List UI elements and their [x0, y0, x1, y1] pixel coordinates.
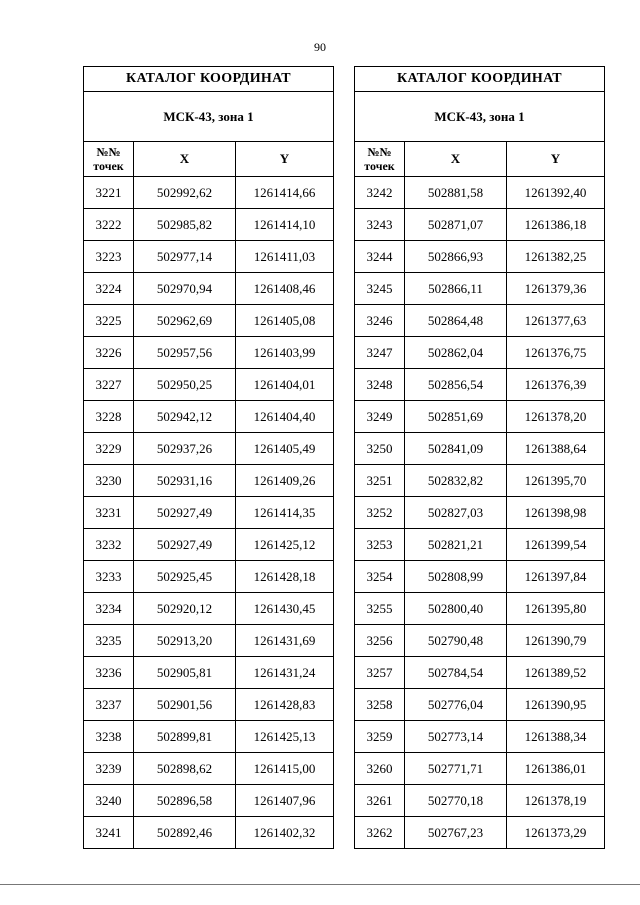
page-number: 90: [314, 40, 326, 54]
point-number-cell: 3249: [355, 401, 405, 433]
y-column-header: Y: [236, 142, 334, 177]
y-coordinate-cell: 1261428,83: [236, 689, 334, 721]
x-coordinate-cell: 502985,82: [134, 209, 236, 241]
coordinate-system-label: МСК-43, зона 1: [84, 92, 334, 142]
point-number-cell: 3233: [84, 561, 134, 593]
point-number-cell: 3254: [355, 561, 405, 593]
point-number-cell: 3258: [355, 689, 405, 721]
point-number-cell: 3225: [84, 305, 134, 337]
point-number-cell: 3256: [355, 625, 405, 657]
y-coordinate-cell: 1261407,96: [236, 785, 334, 817]
x-coordinate-cell: 502942,12: [134, 401, 236, 433]
point-number-header-line1: №№: [96, 145, 121, 159]
table-row: [355, 625, 605, 657]
y-coordinate-cell: 1261390,95: [507, 689, 605, 721]
table-row: [355, 369, 605, 401]
table-row: [84, 817, 334, 849]
table-row: [84, 657, 334, 689]
table-row: [84, 401, 334, 433]
x-coordinate-cell: 502977,14: [134, 241, 236, 273]
table-row: [355, 497, 605, 529]
x-coordinate-cell: 502881,58: [405, 177, 507, 209]
table-row: [84, 721, 334, 753]
y-coordinate-cell: 1261376,75: [507, 337, 605, 369]
y-coordinate-cell: 1261389,52: [507, 657, 605, 689]
y-coordinate-cell: 1261376,39: [507, 369, 605, 401]
table-row: [84, 753, 334, 785]
point-number-cell: 3245: [355, 273, 405, 305]
point-number-cell: 3257: [355, 657, 405, 689]
table-row: [84, 497, 334, 529]
table-row: [84, 689, 334, 721]
y-coordinate-cell: 1261425,13: [236, 721, 334, 753]
y-coordinate-cell: 1261409,26: [236, 465, 334, 497]
y-coordinate-cell: 1261404,01: [236, 369, 334, 401]
x-coordinate-cell: 502862,04: [405, 337, 507, 369]
y-coordinate-cell: 1261414,35: [236, 497, 334, 529]
x-coordinate-cell: 502832,82: [405, 465, 507, 497]
table-row: [355, 305, 605, 337]
point-number-cell: 3236: [84, 657, 134, 689]
table-row: [84, 273, 334, 305]
point-number-cell: 3238: [84, 721, 134, 753]
point-number-cell: 3228: [84, 401, 134, 433]
y-coordinate-cell: 1261373,29: [507, 817, 605, 849]
y-coordinate-cell: 1261414,10: [236, 209, 334, 241]
x-coordinate-cell: 502950,25: [134, 369, 236, 401]
point-number-header-line1: №№: [367, 145, 392, 159]
x-coordinate-cell: 502866,93: [405, 241, 507, 273]
x-coordinate-cell: 502856,54: [405, 369, 507, 401]
point-number-cell: 3239: [84, 753, 134, 785]
x-coordinate-cell: 502931,16: [134, 465, 236, 497]
table-row: [355, 433, 605, 465]
table-row: [84, 369, 334, 401]
x-coordinate-cell: 502851,69: [405, 401, 507, 433]
x-coordinate-cell: 502841,09: [405, 433, 507, 465]
table-row: [84, 785, 334, 817]
x-coordinate-cell: 502790,48: [405, 625, 507, 657]
x-coordinate-cell: 502913,20: [134, 625, 236, 657]
point-number-cell: 3226: [84, 337, 134, 369]
point-number-header-line2: точек: [364, 159, 395, 173]
y-coordinate-cell: 1261399,54: [507, 529, 605, 561]
point-number-header-line2: точек: [93, 159, 124, 173]
x-coordinate-cell: 502896,58: [134, 785, 236, 817]
coordinate-system-label: МСК-43, зона 1: [355, 92, 605, 142]
point-number-cell: 3241: [84, 817, 134, 849]
y-coordinate-cell: 1261411,03: [236, 241, 334, 273]
table-row: [84, 305, 334, 337]
point-number-cell: 3255: [355, 593, 405, 625]
y-coordinate-cell: 1261404,40: [236, 401, 334, 433]
y-coordinate-cell: 1261386,18: [507, 209, 605, 241]
table-row: [355, 561, 605, 593]
x-coordinate-cell: 502962,69: [134, 305, 236, 337]
y-coordinate-cell: 1261379,36: [507, 273, 605, 305]
table-row: [355, 689, 605, 721]
point-number-cell: 3235: [84, 625, 134, 657]
point-number-cell: 3229: [84, 433, 134, 465]
table-row: [84, 433, 334, 465]
point-number-cell: 3242: [355, 177, 405, 209]
x-coordinate-cell: 502827,03: [405, 497, 507, 529]
point-number-header: [84, 142, 134, 177]
point-number-cell: 3237: [84, 689, 134, 721]
table-row: [84, 241, 334, 273]
x-coordinate-cell: 502925,45: [134, 561, 236, 593]
table-row: [84, 337, 334, 369]
table-row: [84, 465, 334, 497]
x-coordinate-cell: 502871,07: [405, 209, 507, 241]
y-coordinate-cell: 1261388,64: [507, 433, 605, 465]
y-coordinate-cell: 1261408,46: [236, 273, 334, 305]
point-number-cell: 3227: [84, 369, 134, 401]
x-coordinate-cell: 502821,21: [405, 529, 507, 561]
point-number-cell: 3259: [355, 721, 405, 753]
x-coordinate-cell: 502992,62: [134, 177, 236, 209]
coordinate-catalog-table-left: [83, 66, 334, 849]
x-coordinate-cell: 502927,49: [134, 529, 236, 561]
table-row: [355, 241, 605, 273]
x-coordinate-cell: 502800,40: [405, 593, 507, 625]
point-number-cell: 3224: [84, 273, 134, 305]
x-coordinate-cell: 502784,54: [405, 657, 507, 689]
point-number-cell: 3240: [84, 785, 134, 817]
y-coordinate-cell: 1261425,12: [236, 529, 334, 561]
y-coordinate-cell: 1261395,70: [507, 465, 605, 497]
x-coordinate-cell: 502920,12: [134, 593, 236, 625]
x-coordinate-cell: 502927,49: [134, 497, 236, 529]
point-number-cell: 3222: [84, 209, 134, 241]
y-coordinate-cell: 1261395,80: [507, 593, 605, 625]
point-number-cell: 3250: [355, 433, 405, 465]
point-number-cell: 3248: [355, 369, 405, 401]
x-coordinate-cell: 502970,94: [134, 273, 236, 305]
x-coordinate-cell: 502767,23: [405, 817, 507, 849]
y-coordinate-cell: 1261378,19: [507, 785, 605, 817]
table-row: [84, 561, 334, 593]
coordinate-rows: [84, 177, 334, 849]
y-coordinate-cell: 1261392,40: [507, 177, 605, 209]
table-row: [355, 209, 605, 241]
y-column-header: Y: [507, 142, 605, 177]
point-number-cell: 3244: [355, 241, 405, 273]
y-coordinate-cell: 1261415,00: [236, 753, 334, 785]
point-number-cell: 3260: [355, 753, 405, 785]
table-row: [355, 273, 605, 305]
table-row: [355, 657, 605, 689]
y-coordinate-cell: 1261398,98: [507, 497, 605, 529]
table-row: [355, 785, 605, 817]
catalog-title: КАТАЛОГ КООРДИНАТ: [355, 67, 605, 92]
y-coordinate-cell: 1261386,01: [507, 753, 605, 785]
y-coordinate-cell: 1261378,20: [507, 401, 605, 433]
catalog-title: КАТАЛОГ КООРДИНАТ: [84, 67, 334, 92]
x-coordinate-cell: 502899,81: [134, 721, 236, 753]
x-coordinate-cell: 502770,18: [405, 785, 507, 817]
y-coordinate-cell: 1261390,79: [507, 625, 605, 657]
table-row: [355, 593, 605, 625]
x-coordinate-cell: 502864,48: [405, 305, 507, 337]
point-number-cell: 3221: [84, 177, 134, 209]
table-row: [355, 465, 605, 497]
point-number-cell: 3252: [355, 497, 405, 529]
y-coordinate-cell: 1261403,99: [236, 337, 334, 369]
table-row: [355, 177, 605, 209]
x-coordinate-cell: 502905,81: [134, 657, 236, 689]
y-coordinate-cell: 1261428,18: [236, 561, 334, 593]
point-number-cell: 3247: [355, 337, 405, 369]
table-row: [84, 593, 334, 625]
table-row: [84, 177, 334, 209]
point-number-header: [355, 142, 405, 177]
x-coordinate-cell: 502771,71: [405, 753, 507, 785]
x-coordinate-cell: 502776,04: [405, 689, 507, 721]
y-coordinate-cell: 1261414,66: [236, 177, 334, 209]
point-number-cell: 3230: [84, 465, 134, 497]
y-coordinate-cell: 1261377,63: [507, 305, 605, 337]
point-number-cell: 3246: [355, 305, 405, 337]
table-row: [355, 721, 605, 753]
y-coordinate-cell: 1261388,34: [507, 721, 605, 753]
y-coordinate-cell: 1261431,24: [236, 657, 334, 689]
x-coordinate-cell: 502901,56: [134, 689, 236, 721]
table-row: [84, 529, 334, 561]
x-coordinate-cell: 502937,26: [134, 433, 236, 465]
point-number-cell: 3231: [84, 497, 134, 529]
table-row: [84, 625, 334, 657]
x-coordinate-cell: 502866,11: [405, 273, 507, 305]
x-column-header: X: [405, 142, 507, 177]
y-coordinate-cell: 1261382,25: [507, 241, 605, 273]
page-bottom-rule: [0, 884, 640, 885]
x-coordinate-cell: 502898,62: [134, 753, 236, 785]
point-number-cell: 3253: [355, 529, 405, 561]
y-coordinate-cell: 1261402,32: [236, 817, 334, 849]
table-row: [355, 337, 605, 369]
table-row: [355, 401, 605, 433]
x-coordinate-cell: 502808,99: [405, 561, 507, 593]
point-number-cell: 3243: [355, 209, 405, 241]
point-number-cell: 3232: [84, 529, 134, 561]
coordinate-rows: [355, 177, 605, 849]
table-row: [84, 209, 334, 241]
x-coordinate-cell: 502957,56: [134, 337, 236, 369]
table-row: [355, 817, 605, 849]
y-coordinate-cell: 1261430,45: [236, 593, 334, 625]
point-number-cell: 3262: [355, 817, 405, 849]
coordinate-catalog-table-right: [354, 66, 605, 849]
point-number-cell: 3234: [84, 593, 134, 625]
table-row: [355, 753, 605, 785]
point-number-cell: 3261: [355, 785, 405, 817]
x-coordinate-cell: 502773,14: [405, 721, 507, 753]
point-number-cell: 3223: [84, 241, 134, 273]
y-coordinate-cell: 1261397,84: [507, 561, 605, 593]
y-coordinate-cell: 1261405,08: [236, 305, 334, 337]
point-number-cell: 3251: [355, 465, 405, 497]
y-coordinate-cell: 1261431,69: [236, 625, 334, 657]
x-column-header: X: [134, 142, 236, 177]
x-coordinate-cell: 502892,46: [134, 817, 236, 849]
table-row: [355, 529, 605, 561]
y-coordinate-cell: 1261405,49: [236, 433, 334, 465]
